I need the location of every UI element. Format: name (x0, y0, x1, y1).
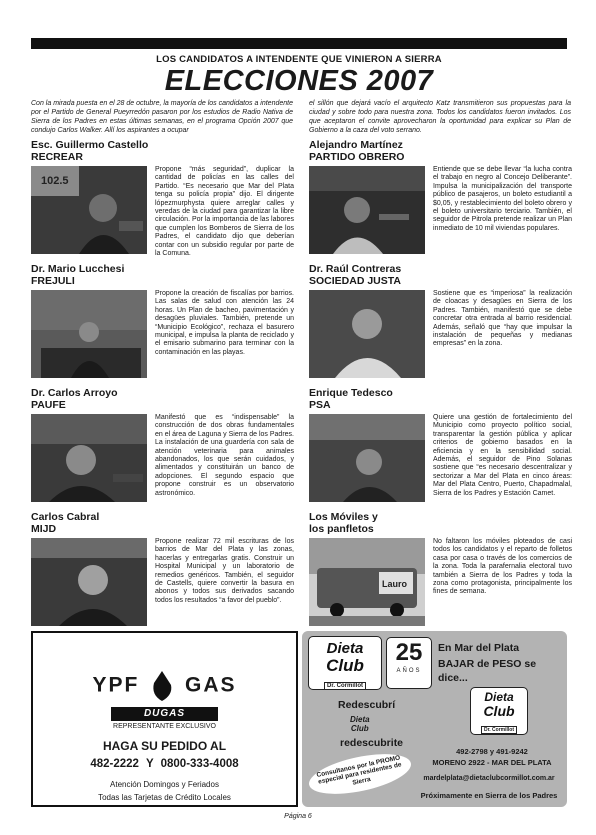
candidate-photo (31, 538, 147, 626)
candidate-photo (309, 166, 425, 254)
page-number: Página 6 (284, 813, 312, 820)
candidate-name: Dr. Mario Lucchesi (31, 263, 125, 275)
dieta-club-logo-secondary (470, 687, 528, 735)
candidate-party: PAUFE (31, 399, 66, 411)
phone-primary: 482-2222 (90, 758, 139, 770)
section-subheading: los panfletos (309, 523, 374, 535)
ypf-gas-logo (33, 671, 296, 701)
anniversary-badge (386, 637, 432, 689)
candidate-photo (309, 414, 425, 502)
article-kicker: LOS CANDIDATOS A INTENDENTE QUE VINIERON A SIERRA (156, 54, 442, 65)
phone-joiner: Y (145, 758, 154, 770)
candidate-party: PARTIDO OBRERO (309, 151, 405, 163)
candidate-photo (309, 290, 425, 378)
candidate-photo (31, 414, 147, 502)
section-text: No faltaron los móviles ploteados de casi todos los candidatos y el reparto de folletos casa por casa o través de los comercios de la zona. Toda la parafernalia electoral tuvo también a Sierra de los Padres y toda la zona como protagonista, principalmente los fines de semana. (433, 538, 572, 596)
section-heading: Los Móviles y (309, 511, 378, 523)
candidate-text: Propone realizar 72 mil escrituras de los barrios de Mar del Plata y las zonas, hacerlas y entregarlas gratis. Construir un Hospital Municipal y un laboratorio de remedios genéricos. También, el seguidor de Castells, quiere convertir la basura en abonos y todos sus derivados sacando todos los resultados “a favor del pueblo”. (155, 538, 294, 604)
photo-sign-text: 102.5 (41, 175, 69, 187)
small-logo-word-club: Club (350, 724, 369, 733)
small-logo-word-dieta: Dieta (350, 715, 370, 724)
logo2-word-club: Club (483, 703, 515, 719)
dieta-phones: 492-2798 y 491-9242 (456, 747, 528, 756)
candidate-photo (31, 166, 147, 254)
rediscover-label: Redescubrí (338, 699, 396, 711)
dieta-club-ad (302, 631, 567, 807)
candidate-name: Enrique Tedesco (309, 387, 393, 399)
dieta-email: mardelplata@dietaclubcormillot.com.ar (423, 775, 555, 782)
promo-oval: Consultanos por la PROMO especial para residentes de Sierra (306, 747, 415, 802)
order-label: HAGA SU PEDIDO AL (102, 739, 227, 753)
candidate-party: FREJULI (31, 275, 75, 287)
candidate-party: SOCIEDAD JUSTA (309, 275, 401, 287)
logo2-doctor: Dr. Cormillot (481, 726, 517, 734)
gas-text: GAS (185, 673, 237, 697)
ypf-gas-ad (31, 631, 298, 807)
candidate-name: Esc. Guillermo Castello (31, 139, 149, 151)
anniversary-label: AÑOS (396, 668, 422, 674)
ypf-text: YPF (92, 673, 140, 697)
candidate-party: RECREAR (31, 151, 83, 163)
logo-doctor: Dr. Cormillot (324, 682, 366, 690)
small-dieta-mark (350, 715, 370, 733)
accepted-cards: Todas las Tarjetas de Crédito Locales (98, 793, 231, 802)
anniversary-years: 25 (395, 639, 423, 666)
candidate-name: Dr. Raúl Contreras (309, 263, 402, 275)
flame-icon (151, 671, 173, 701)
article-headline: ELECCIONES 2007 (164, 65, 434, 97)
candidate-name: Carlos Cabral (31, 511, 100, 523)
dieta-address: MORENO 2922 - MAR DEL PLATA (432, 758, 552, 767)
candidate-photo (31, 290, 147, 378)
dieta-coming-soon: Próximamente en Sierra de los Padres (420, 791, 558, 800)
candidate-text: Sostiene que es “imperiosa” la realización de cloacas y desagües en Sierra de los Padres. También, manifestó que se debe concretar otra entrada al barrio residencial. Además, señaló que “hay que impulsar la instalación de pequeñas y medianas empresas” en la zona. (433, 290, 572, 348)
rediscover-label-2: redescubrite (340, 737, 404, 749)
logo2-word-dieta: Dieta (484, 690, 514, 704)
order-phones (33, 758, 296, 770)
top-rule (31, 38, 567, 49)
logo-word-dieta: Dieta (326, 640, 364, 657)
candidate-name: Alejandro Martínez (309, 139, 403, 151)
campaign-vehicle-photo (309, 538, 425, 626)
service-hours: Atención Domingos y Feriados (110, 780, 219, 789)
dugas-logo: DUGAS (111, 707, 218, 721)
intro-right: el sillón que dejará vacío el arquitecto Katz transmitieron sus propuestas para la ciudad y sobre todo para nuestra zona. Todos los candidatos fueron invitados. Los que aceptaron el convite aprovecharon la oportunidad para explicar su Plan de Gobierno a la caza del voto serrano. (309, 100, 571, 134)
intro-left: Con la mirada puesta en el 28 de octubre, la mayoría de los candidatos a intendente por el Partido de General Pueyrredón pasaron por los estudios de Radio Nativa de Sierra de los Padres en estas últimas semanas, en el programa Opción 2007 que condujo Carlos Walker. Allí los aspirantes a ocupar (31, 100, 293, 134)
candidate-text: Propone la creación de fiscalías por barrios. Las salas de salud con atención las 24 horas. Un Plan de bacheo, pavimentación y desagües pluviales. También, pretende un “Municipio Ecológico”, rechaza el basurero municipal, e impulsa la planta de reciclado y el emisario submarino para terminar con la contaminación en las playas. (155, 290, 294, 356)
candidate-text: Manifestó que es “indispensable” la construcción de dos obras fundamentales en el área de Laguna y Sierra de los Padres. La instalación de una guardería con sala de atención veterinaria para animales abandonados, los que serán cuidados, y alimentados y constituirán un banco de adopciones. El segundo espacio que propone construir es un observatorio astronómico. (155, 414, 294, 497)
candidate-text: Quiere una gestión de fortalecimiento del Municipio como proyecto político social, transparentar la gestión pública y aplicar criterios de gobierno basados en la eficiencia y en la sensibilidad social. Además, el seguidor de Pino Solanas sostiene que “es necesario descentralizar y sectorizar a Mar del Plata en cinco áreas: Mar del Plata Centro, Puerto, Chapadmalal, Sierra de los Padres y Estación Camet. (433, 414, 572, 497)
dieta-headline-2: BAJAR de PESO se dice... (438, 658, 537, 684)
candidate-text: Propone “más seguridad”, duplicar la cantidad de policías en las calles del Partido. “Es necesario que Mar del Plata tenga su policía propia” dijo. El dirigente lópezmurphysta quiere arreglar calles y veredas de la ciudad para garantizar la libre circulación. Por la importancia de las labores que cumplen los Bomberos de Sierra de los Padres, el candidato dijo que deberían contar con un subsidio regular por parte de la Comuna. (155, 166, 294, 258)
candidate-party: MIJD (31, 523, 57, 535)
vehicle-sign-text: Lauro (382, 579, 408, 589)
candidate-name: Dr. Carlos Arroyo (31, 387, 118, 399)
logo-word-club: Club (326, 656, 364, 675)
candidate-party: PSA (309, 399, 331, 411)
candidate-text: Entiende que se debe llevar “la lucha contra el trabajo en negro al Concejo Deliberante”. Impulsa la municipalización del transporte público de pasajeros, un boleto estudiantil a $0,05, y restablecimiento del boleto obrero y el boleto universitario terciario. También, el seguidor de Pitrola pretende realizar un Plan inmediato de 10 mil viviendas populares. (433, 166, 572, 232)
dieta-headline-1: En Mar del Plata (438, 642, 520, 654)
dieta-club-logo (308, 636, 382, 690)
phone-tollfree: 0800-333-4008 (160, 758, 239, 770)
representative-label: REPRESENTANTE EXCLUSIVO (113, 723, 216, 730)
